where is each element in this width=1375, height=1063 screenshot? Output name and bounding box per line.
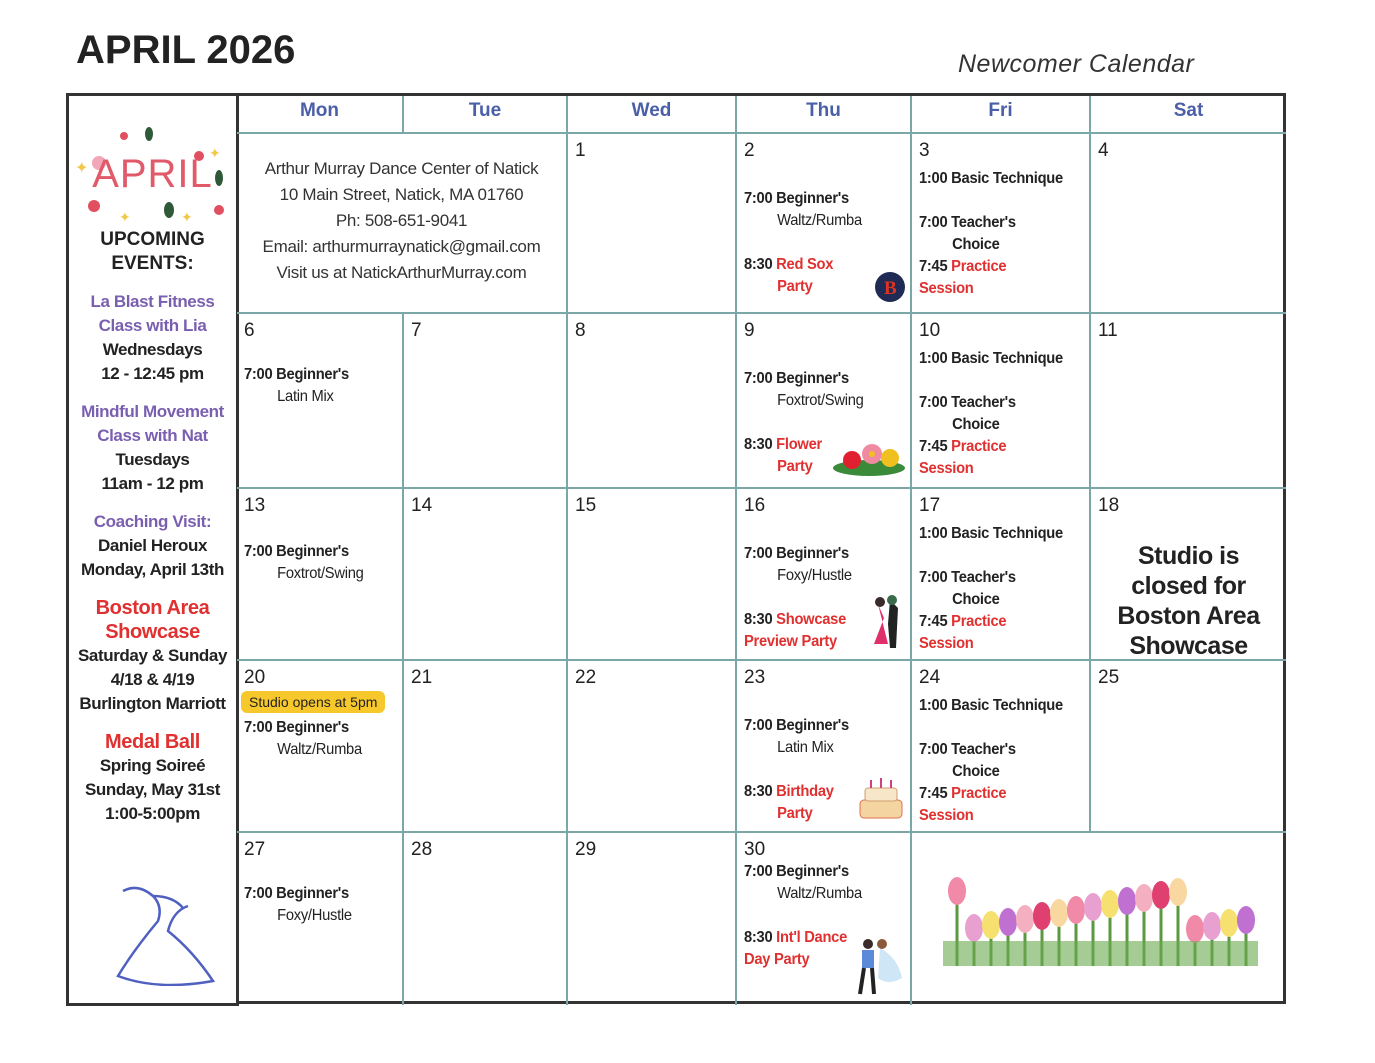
header-mon: Mon [237,96,404,134]
studio-info-line: Arthur Murray Dance Center of Natick [264,159,539,178]
calendar-event[interactable] [744,861,897,905]
sidebar-event [69,510,236,582]
event-title: Beginner's [776,717,849,734]
event-title: Beginner's [276,719,349,736]
event-time: 7:00 [919,569,948,586]
event-subtitle: Latin Mix [777,739,834,756]
event-title: Practice [951,258,1007,275]
svg-text:✦: ✦ [181,209,193,225]
sidebar-event-title: Boston Area [95,597,210,619]
header-fri: Fri [912,96,1091,134]
event-time: 1:00 [919,697,948,714]
day-number: 20 [244,667,266,688]
day-number: 10 [919,320,941,341]
day-number: 4 [1098,140,1109,161]
day-cell[interactable] [237,833,404,1005]
event-time: 7:00 [244,366,273,383]
calendar-event[interactable] [744,543,897,587]
day-cell[interactable] [568,134,737,314]
event-title: Practice [951,613,1007,630]
calendar-event[interactable] [744,368,897,412]
event-title: Red Sox [776,256,834,273]
day-cell[interactable] [1091,489,1286,661]
event-time: 7:00 [744,190,773,207]
day-cell[interactable] [1091,661,1286,833]
day-cell[interactable] [404,833,568,1005]
event-subtitle: Choice [952,416,1000,433]
april-logo-text: APRIL [92,152,213,196]
day-cell[interactable] [737,661,912,833]
sidebar-event-title: Coaching Visit: [93,512,212,531]
calendar-event[interactable] [919,695,1075,717]
event-subtitle: Session [919,280,974,297]
calendar-event[interactable] [919,567,1075,611]
day-cell[interactable] [1091,134,1286,314]
event-time: 1:00 [919,350,948,367]
april-logo [69,118,236,228]
studio-closed-notice: Studio is closed for Boston Area Showcase [1117,542,1260,660]
event-subtitle: Day Party [744,951,810,968]
event-title: Int'l Dance [776,929,847,946]
event-time: 8:30 [744,436,773,453]
event-title: Beginner's [276,885,349,902]
sidebar-event-detail: 11am - 12 pm [101,474,204,493]
calendar-event[interactable] [919,348,1075,370]
day-number: 1 [575,140,586,161]
event-subtitle: Waltz/Rumba [777,212,862,229]
day-cell[interactable] [568,314,737,489]
calendar-event[interactable] [919,783,1075,827]
day-number: 8 [575,320,586,341]
upcoming-heading: UPCOMING EVENTS: [100,229,205,274]
sidebar-event-detail: Sunday, May 31st [84,780,220,799]
event-subtitle: Session [919,635,974,652]
event-title: Beginner's [776,545,849,562]
calendar-event[interactable] [919,256,1075,300]
event-title: Basic Technique [951,697,1063,714]
event-subtitle: Choice [952,591,1000,608]
event-time: 1:00 [919,170,948,187]
header-thu: Thu [737,96,912,134]
studio-hours-badge: Studio opens at 5pm [241,691,385,713]
event-title: Beginner's [776,190,849,207]
day-number: 3 [919,140,930,161]
event-title: Beginner's [776,370,849,387]
studio-info-line: Ph: 508-651-9041 [335,211,468,230]
page-title: APRIL 2026 [76,28,296,72]
day-cell[interactable] [568,489,737,661]
header-sat: Sat [1091,96,1286,134]
day-cell[interactable] [737,489,912,661]
sidebar-event [69,400,236,496]
event-subtitle: Foxy/Hustle [777,567,852,584]
event-title: Teacher's [951,569,1016,586]
day-number: 6 [244,320,255,341]
day-cell[interactable] [404,314,568,489]
day-cell[interactable] [737,314,912,489]
sidebar-event-detail: Saturday & Sunday [77,646,228,665]
calendar-event[interactable] [919,392,1075,436]
day-cell[interactable] [404,661,568,833]
sidebar-event-title: Class with Nat [97,426,208,445]
dancing-couple-icon [864,594,906,655]
day-cell[interactable] [568,661,737,833]
event-title: Beginner's [776,863,849,880]
header-tue: Tue [404,96,568,134]
calendar-event[interactable] [244,883,389,927]
sidebar-event [69,596,236,716]
sidebar-event [69,290,236,386]
event-time: 7:00 [244,719,273,736]
day-number: 25 [1098,667,1120,688]
sidebar-event [69,730,236,826]
event-time: 7:00 [744,370,773,387]
calendar-event[interactable] [919,212,1075,256]
sidebar-event-title: Mindful Movement [81,402,224,421]
day-number: 30 [744,839,766,860]
sidebar-upcoming-events [66,93,239,1006]
calendar-event[interactable] [744,715,897,759]
event-time: 7:00 [919,741,948,758]
sidebar-event-detail: Daniel Heroux [97,536,208,555]
tulips-image [943,861,1258,976]
day-number: 14 [411,495,433,516]
day-number: 28 [411,839,433,860]
sidebar-event-detail: 12 - 12:45 pm [101,364,204,383]
day-cell[interactable] [912,489,1091,661]
event-title: Teacher's [951,214,1016,231]
day-cell[interactable] [237,489,404,661]
day-number: 24 [919,667,941,688]
sidebar-event-detail: 1:00-5:00pm [105,804,200,823]
event-title: Birthday [776,783,834,800]
event-subtitle: Party [777,805,813,822]
event-title: Teacher's [951,394,1016,411]
day-number: 18 [1098,495,1120,516]
sidebar-event-detail: Monday, April 13th [81,560,224,579]
event-time: 7:00 [744,545,773,562]
day-number: 16 [744,495,766,516]
sidebar-event-detail: Burlington Marriott [79,694,226,713]
calendar-event[interactable] [919,168,1075,190]
event-time: 7:45 [919,258,948,275]
event-title: Basic Technique [951,525,1063,542]
event-title: Teacher's [951,741,1016,758]
event-time: 8:30 [744,611,773,628]
svg-text:B: B [884,278,897,299]
event-subtitle: Foxtrot/Swing [777,392,864,409]
event-time: 7:00 [744,863,773,880]
day-number: 27 [244,839,266,860]
event-title: Basic Technique [951,350,1063,367]
sidebar-event-title: Medal Ball [105,731,200,753]
day-cell[interactable] [1091,314,1286,489]
event-subtitle: Session [919,807,974,824]
event-subtitle: Foxy/Hustle [277,907,352,924]
day-cell[interactable] [912,314,1091,489]
day-number: 22 [575,667,597,688]
sidebar-event-title: Showcase [105,621,200,643]
event-time: 7:00 [244,885,273,902]
event-time: 7:45 [919,438,948,455]
event-subtitle: Latin Mix [277,388,334,405]
day-number: 11 [1098,320,1118,341]
day-number: 29 [575,839,597,860]
event-title: Practice [951,438,1007,455]
event-title: Practice [951,785,1007,802]
calendar-event[interactable] [244,717,389,761]
day-number: 21 [411,667,433,688]
sidebar-event-detail: 4/18 & 4/19 [110,670,195,689]
event-subtitle: Party [777,458,813,475]
day-cell[interactable] [737,134,912,314]
event-time: 7:00 [919,394,948,411]
day-cell[interactable] [237,661,404,833]
day-number: 2 [744,140,755,161]
svg-text:✦: ✦ [75,160,89,177]
calendar-event[interactable] [919,436,1075,480]
event-title: Basic Technique [951,170,1063,187]
calendar-event[interactable] [744,188,897,232]
day-cell[interactable] [568,833,737,1005]
event-subtitle: Choice [952,236,1000,253]
studio-info-line: 10 Main Street, Natick, MA 01760 [279,185,524,204]
calendar-event[interactable] [919,611,1075,655]
event-time: 8:30 [744,929,773,946]
event-subtitle: Waltz/Rumba [777,885,862,902]
day-number: 17 [919,495,941,516]
event-subtitle: Session [919,460,974,477]
day-cell[interactable] [237,314,404,489]
calendar-event[interactable] [919,523,1075,545]
day-number: 23 [744,667,766,688]
event-time: 7:00 [919,214,948,231]
day-cell[interactable] [404,489,568,661]
event-title: Flower [776,436,822,453]
event-time: 7:45 [919,785,948,802]
event-subtitle: Choice [952,763,1000,780]
event-title: Beginner's [276,543,349,560]
flowers-icon [832,434,906,483]
sidebar-event-detail: Spring Soireé [99,756,206,775]
event-time: 7:45 [919,613,948,630]
event-title: Beginner's [276,366,349,383]
calendar-event[interactable] [244,541,389,585]
calendar-event[interactable] [244,364,389,408]
red-sox-logo-icon [874,271,906,308]
event-subtitle: Foxtrot/Swing [277,565,364,582]
calendar-event[interactable] [919,739,1075,783]
sidebar-event-title: Class with Lia [98,316,207,335]
sidebar-event-title: La Blast Fitness [90,292,215,311]
day-cell[interactable] [737,833,912,1005]
studio-info-line: Email: arthurmurraynatick@gmail.com [262,237,541,256]
day-number: 15 [575,495,597,516]
svg-text:✦: ✦ [209,145,221,161]
event-subtitle: Preview Party [744,633,837,650]
day-number: 13 [244,495,266,516]
day-cell[interactable] [912,134,1091,314]
birthday-cake-icon [856,776,906,827]
event-time: 7:00 [244,543,273,560]
day-cell[interactable] [912,661,1091,833]
event-time: 8:30 [744,256,773,273]
event-time: 8:30 [744,783,773,800]
event-subtitle: Waltz/Rumba [277,741,362,758]
event-time: 7:00 [744,717,773,734]
event-subtitle: Party [777,278,813,295]
event-title: Showcase [776,611,846,628]
dancing-couple-line-art [93,881,223,991]
day-number: 7 [411,320,422,341]
studio-info [237,134,568,314]
studio-info-line: Visit us at NatickArthurMurray.com [276,263,527,282]
header-wed: Wed [568,96,737,134]
calendar-subtitle: Newcomer Calendar [958,50,1195,78]
day-number: 9 [744,320,755,341]
sidebar-event-detail: Wednesdays [102,340,203,359]
calendar-grid [237,93,1286,1004]
dancers-icon [850,934,906,1001]
sidebar-event-detail: Tuesdays [115,450,190,469]
svg-text:✦: ✦ [119,209,131,225]
event-time: 1:00 [919,525,948,542]
